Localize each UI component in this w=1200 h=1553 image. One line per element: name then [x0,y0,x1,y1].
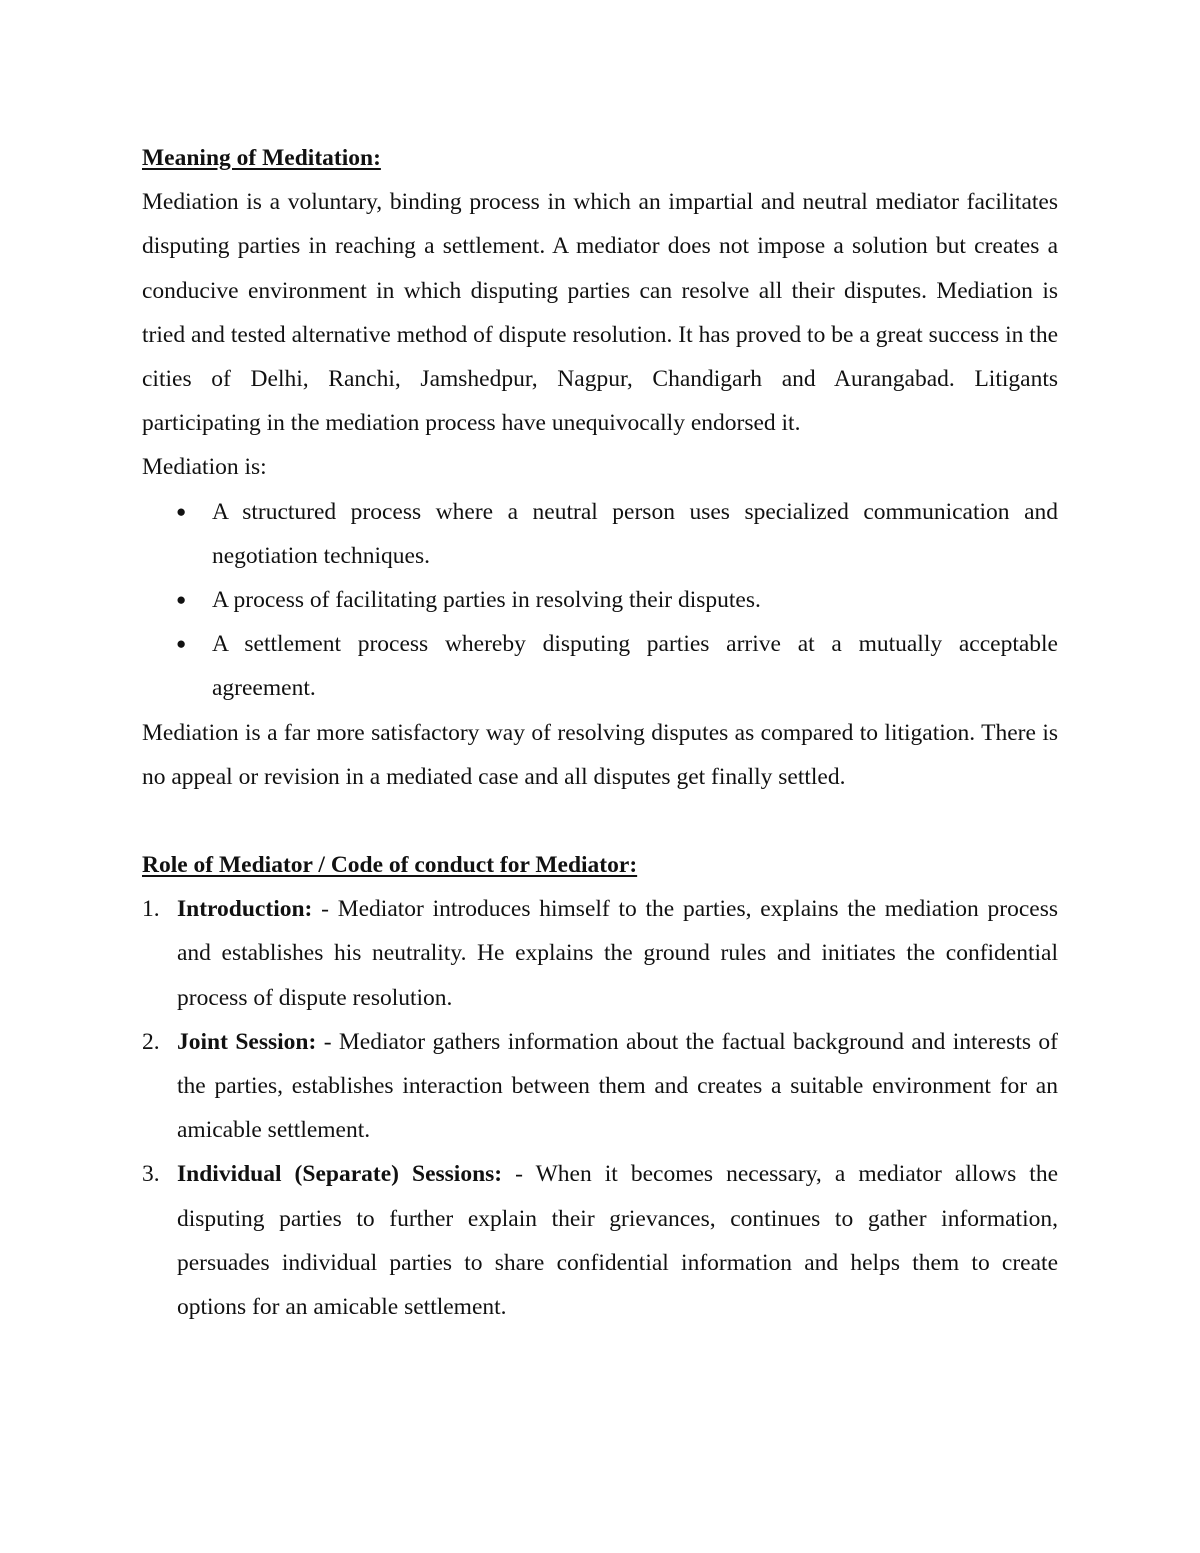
item-text: - Mediator gathers information about the factual background and interests of the parties, establishes interaction between them and creates a suitable environment for an amicable settlement. [177,1028,1058,1144]
bullet-text: A settlement process whereby disputing parties arrive at a mutually acceptable agreement. [212,631,1058,702]
bullet-item [142,578,1058,622]
bullet-item [142,622,1058,710]
role-numbered-list [142,887,1058,1329]
item-term: Joint Session: [177,1028,317,1055]
item-number: 3. [142,1161,160,1188]
bullet-icon: ● [176,634,187,654]
bullet-text: A structured process where a neutral person uses specialized communication and negotiation techniques. [212,498,1058,569]
intro-paragraph: Mediation is a voluntary, binding process in which an impartial and neutral mediator facilitates disputing parties in reaching a settlement. A mediator does not impose a solution but creates a conducive environment in which disputing parties can resolve all their disputes. Mediation is tried and tested alternative method of dispute resolution. It has proved to be a great success in the cities of Delhi, Ranchi, Jamshedpur, Nagpur, Chandigarh and Aurangabad. Litigants participating in the mediation process have unequivocally endorsed it. [142,189,1058,437]
item-text: - When it becomes necessary, a mediator allows the disputing parties to further explain their grievances, continues to gather information, persuades individual parties to share confidential information and helps them to create options for an amicable settlement. [177,1161,1058,1321]
item-number: 1. [142,896,160,923]
numbered-item [142,1020,1058,1153]
section-heading-role: Role of Mediator / Code of conduct for Mediator: [142,852,638,879]
item-text: - Mediator introduces himself to the parties, explains the mediation process and establishes his neutrality. He explains the ground rules and initiates the confidential process of dispute resolution. [177,896,1058,1011]
list-lead: Mediation is: [142,454,267,481]
bullet-item [142,490,1058,578]
section-spacer [142,799,1058,843]
section-heading-meaning: Meaning of Meditation: [142,145,381,171]
item-number: 2. [142,1028,160,1055]
bullet-icon: ● [176,501,187,521]
item-term: Introduction: [177,896,313,923]
bullet-icon: ● [176,590,187,610]
mediation-bullet-list [142,490,1058,711]
numbered-item [142,1152,1058,1329]
numbered-item [142,887,1058,1020]
document-page [142,136,1058,1329]
closing-paragraph: Mediation is a far more satisfactory way of resolving disputes as compared to litigation. There is no appeal or revision in a mediated case and all disputes get finally settled. [142,719,1058,790]
bullet-text: A process of facilitating parties in resolving their disputes. [212,587,761,614]
item-term: Individual (Separate) Sessions: [177,1161,503,1188]
